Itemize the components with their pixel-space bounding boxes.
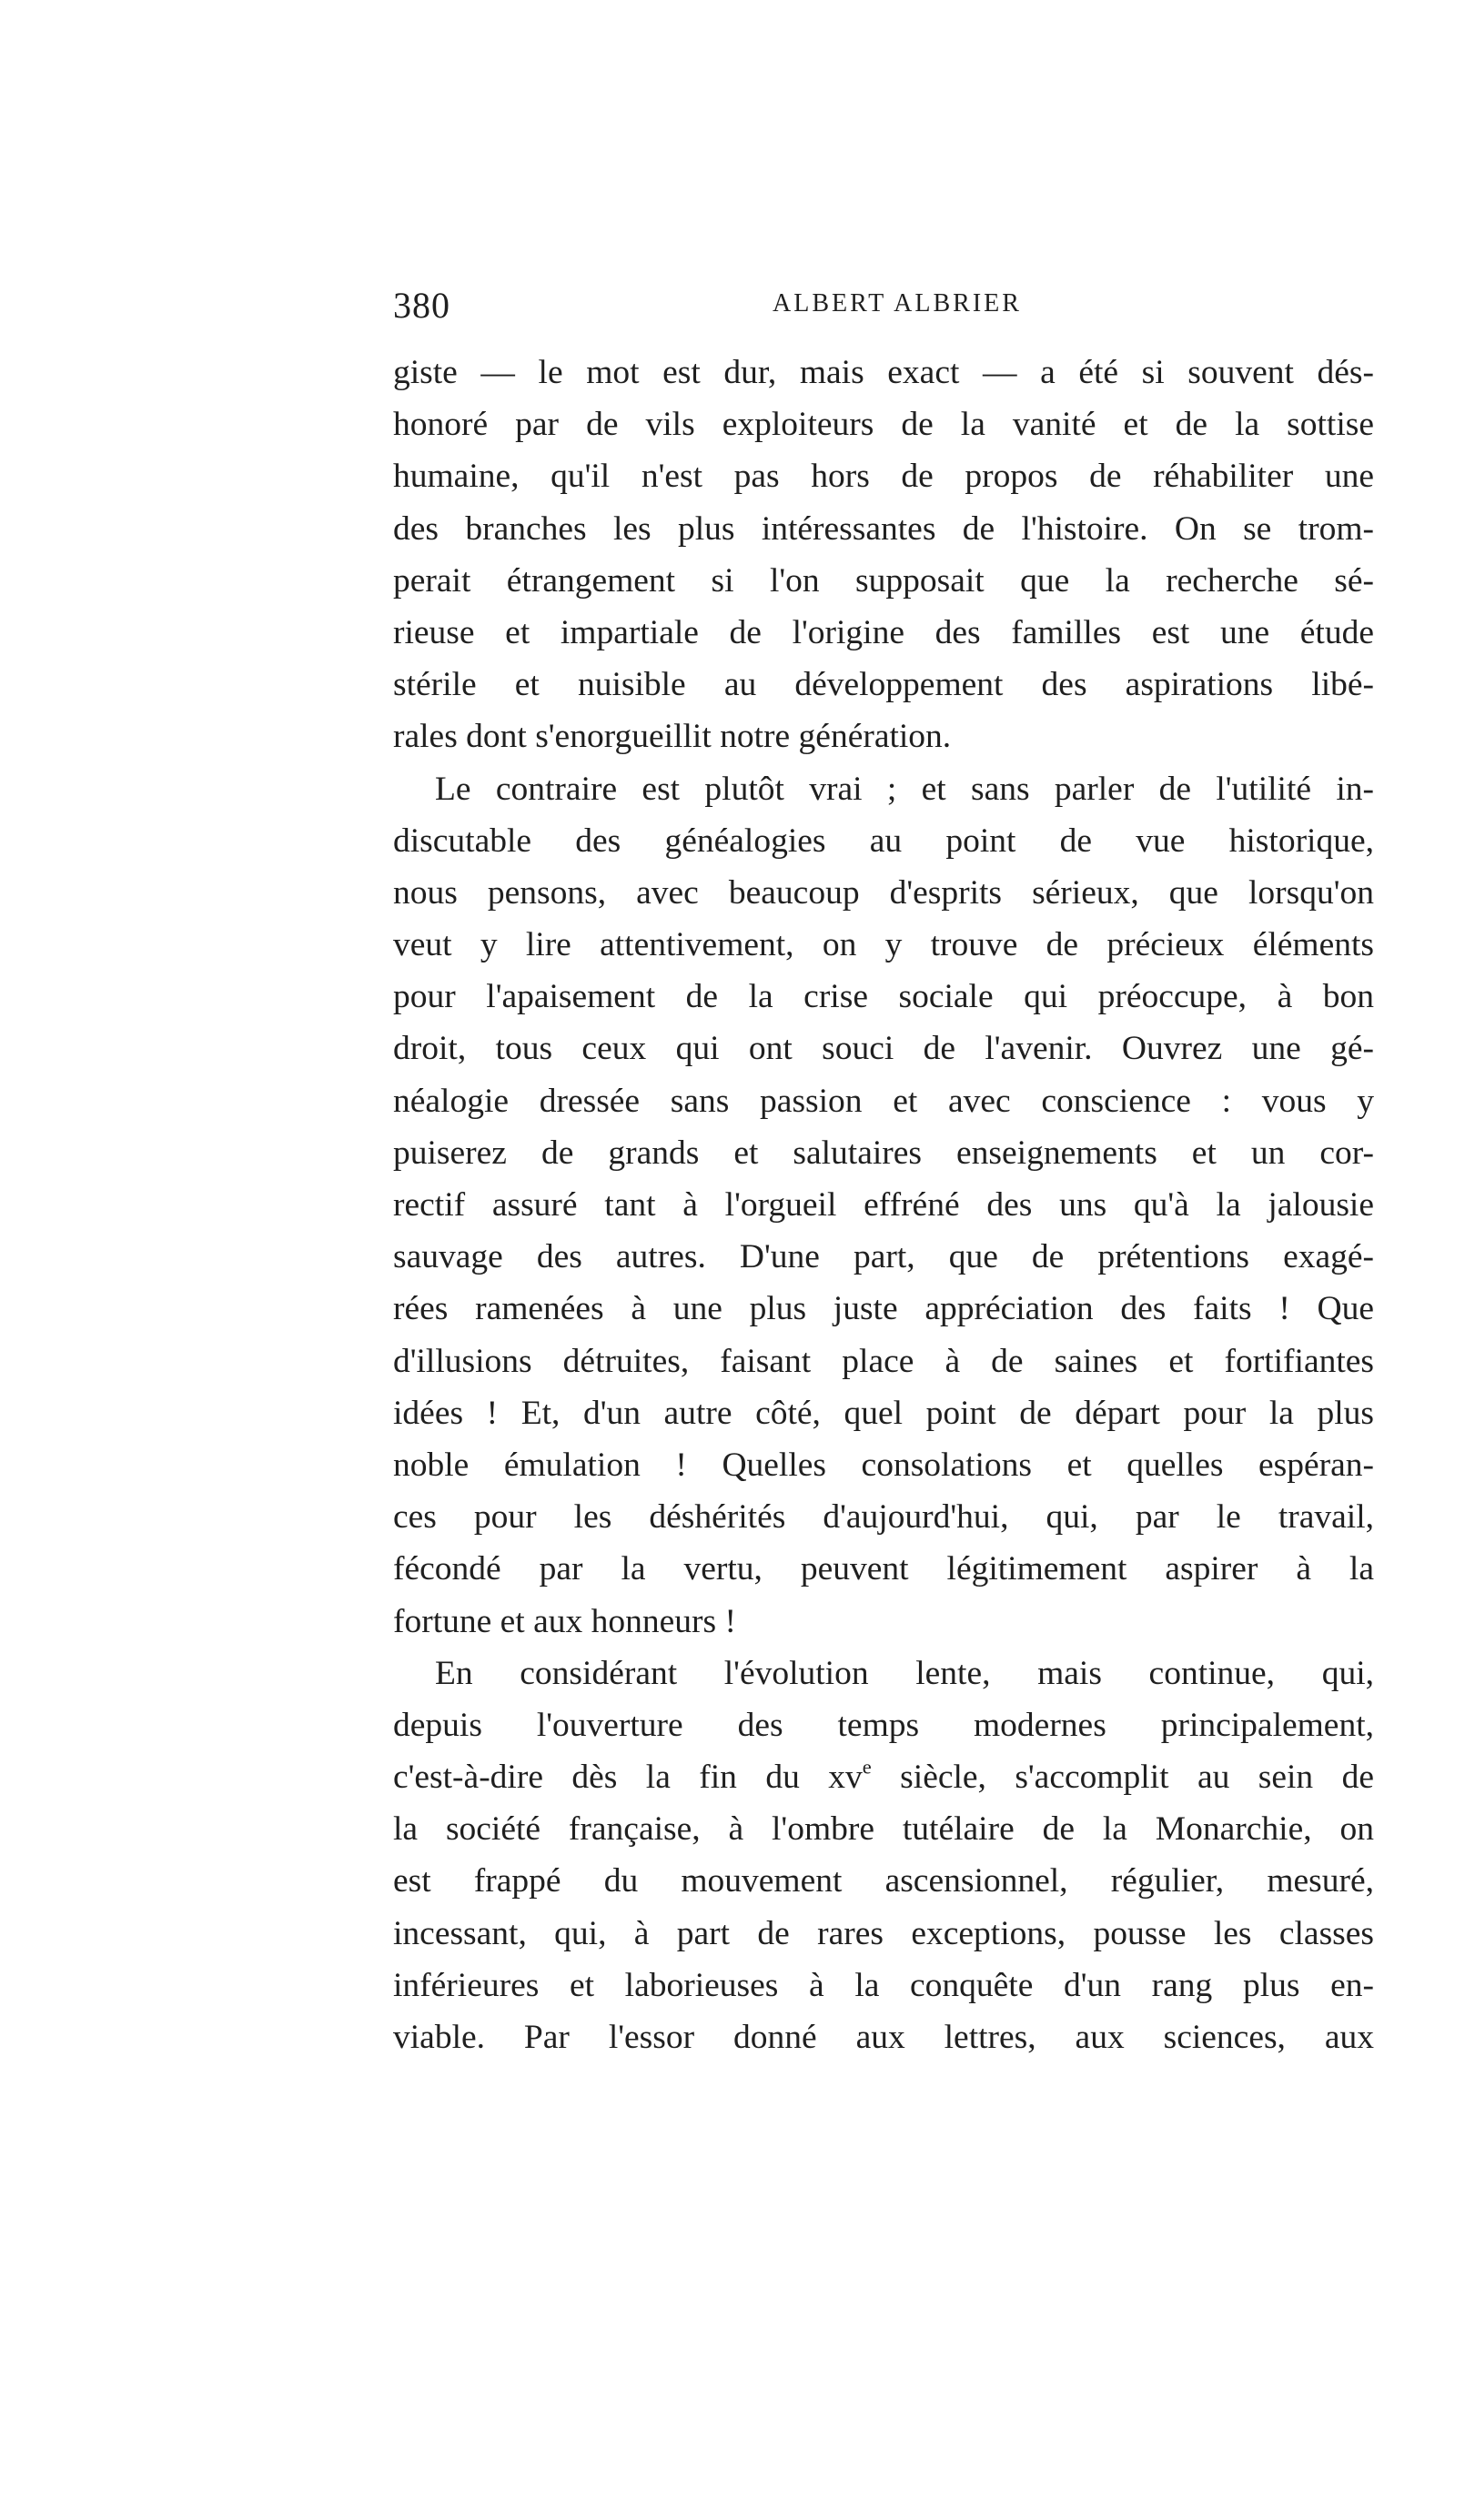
text-line: giste — le mot est dur, mais exact — a été si souvent dés- (393, 354, 1374, 391)
text-line: ces pour les déshérités d'aujourd'hui, qui, par le travail, (393, 1498, 1374, 1537)
text-line-with-superscript (393, 1751, 1374, 1803)
paragraph-start-line: Le contraire est plutôt vrai ; et sans parler de l'utilité in- (435, 770, 1374, 808)
text-line: sauvage des autres. D'une part, que de prétentions exagé- (393, 1238, 1374, 1276)
text-line: rées ramenées à une plus juste appréciation des faits ! Que (393, 1290, 1374, 1328)
text-line: la société française, à l'ombre tutélaire de la Monarchie, on (393, 1810, 1374, 1849)
text-line: stérile et nuisible au développement des aspirations libé- (393, 666, 1374, 704)
text-line: des branches les plus intéressantes de l'histoire. On se trom- (393, 509, 1374, 548)
text-line: honoré par de vils exploiteurs de la vanité et de la sottise (393, 406, 1374, 444)
text-line: est frappé du mouvement ascensionnel, régulier, mesuré, (393, 1862, 1374, 1900)
text-line: rieuse et impartiale de l'origine des familles est une étude (393, 613, 1374, 651)
page-number: 380 (393, 285, 450, 326)
text-line: néalogie dressée sans passion et avec conscience : vous y (393, 1082, 1374, 1120)
text-line: fécondé par la vertu, peuvent légitimement aspirer à la (393, 1550, 1374, 1588)
text-line: droit, tous ceux qui ont souci de l'avenir. Ouvrez une gé- (393, 1030, 1374, 1068)
superscript: e (862, 1755, 872, 1779)
text-line: nous pensons, avec beaucoup d'esprits sérieux, que lorsqu'on (393, 873, 1374, 912)
text-line: discutable des généalogies au point de vue historique, (393, 822, 1374, 860)
text-line: fortune et aux honneurs ! (393, 1602, 736, 1640)
text-line: incessant, qui, à part de rares exceptions, pousse les classes (393, 1914, 1374, 1952)
text-line: pour l'apaisement de la crise sociale qui préoccupe, à bon (393, 978, 1374, 1016)
text-line: veut y lire attentivement, on y trouve de précieux éléments (393, 926, 1374, 964)
text-run: c'est-à-dire dès la fin du xv (393, 1759, 863, 1797)
text-line: inférieures et laborieuses à la conquête d'un rang plus en- (393, 1966, 1374, 2004)
text-line: puiserez de grands et salutaires enseignements et un cor- (393, 1134, 1374, 1172)
text-line: rectif assuré tant à l'orgueil effréné des uns qu'à la jalousie (393, 1186, 1374, 1224)
paragraph-start-line: En considérant l'évolution lente, mais continue, qui, (435, 1654, 1374, 1692)
text-line: idées ! Et, d'un autre côté, quel point de départ pour la plus (393, 1394, 1374, 1432)
running-title: ALBERT ALBRIER (773, 289, 1022, 318)
running-head (393, 284, 1374, 329)
text-line: humaine, qu'il n'est pas hors de propos de réhabiliter une (393, 458, 1374, 496)
text-line: d'illusions détruites, faisant place à de saines et fortifiantes (393, 1342, 1374, 1380)
body-text (393, 347, 1374, 2063)
text-line: depuis l'ouverture des temps modernes principalement, (393, 1706, 1374, 1744)
text-run: siècle, s'accomplit au sein de (871, 1759, 1374, 1797)
text-line: viable. Par l'essor donné aux lettres, aux sciences, aux (393, 2019, 1374, 2056)
text-line: rales dont s'enorgueillit notre génération. (393, 718, 952, 756)
text-line: noble émulation ! Quelles consolations et quelles espéran- (393, 1446, 1374, 1484)
text-line: perait étrangement si l'on supposait que la recherche sé- (393, 561, 1374, 600)
